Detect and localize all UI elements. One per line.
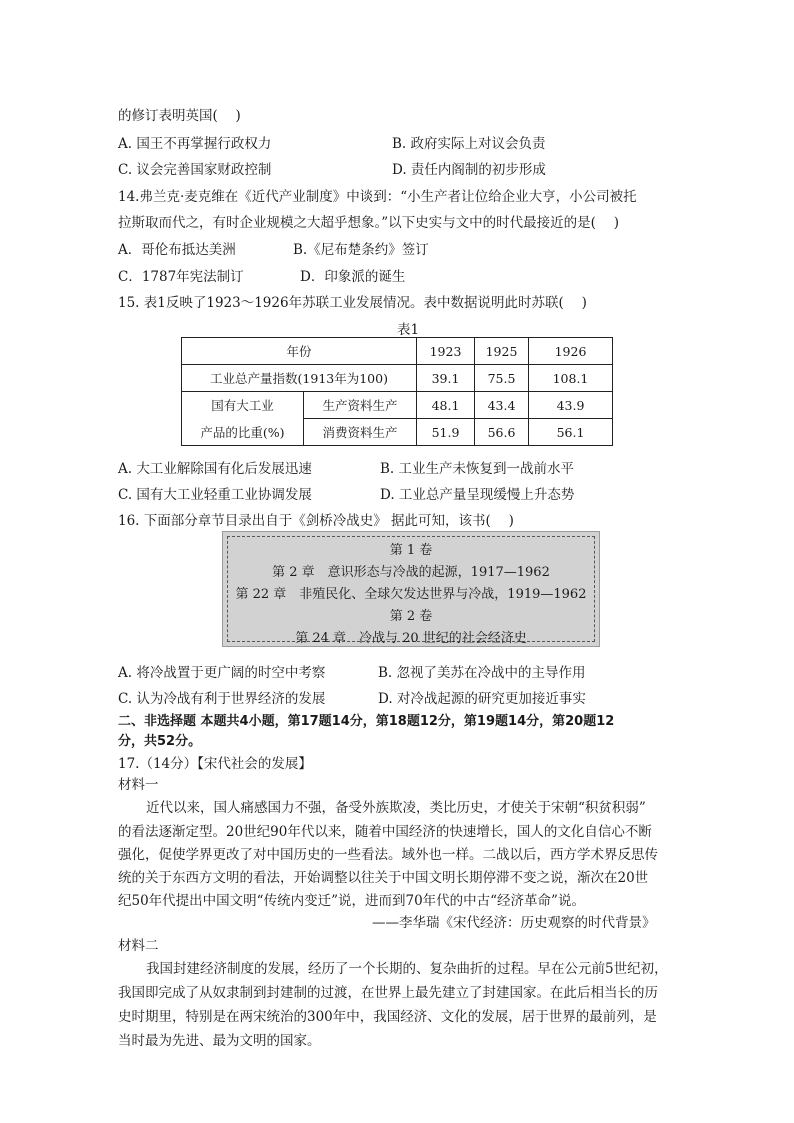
- q14-option-b: B.《尼布楚条约》签订: [293, 242, 429, 258]
- q15-option-b: B. 工业生产未恢复到一战前水平: [380, 461, 575, 477]
- table-row: [182, 419, 613, 446]
- material1-line: 统的关于东西方文明的看法，开始调整以往关于中国文明长期停滞不变之说，渐次在20世: [118, 870, 649, 886]
- table-row: [182, 392, 613, 419]
- material1-line: 的看法逐渐定型。20世纪90年代以来，随着中国经济的快速增长，国人的文化自信心不断: [118, 824, 652, 840]
- soviet-industry-table: [181, 337, 613, 446]
- section2-heading-line1: 二、非选择题 本题共4小题，第17题14分，第18题12分，第19题14分，第20题12: [118, 714, 615, 729]
- group-label-bottom: 产品的比重(%): [182, 419, 304, 446]
- toc-chapter-2: 第 2 章 意识形态与冷战的起源，1917—1962: [272, 565, 550, 580]
- table-cell: 75.5: [475, 365, 529, 392]
- q14-option-c: C．1787年宪法制订: [118, 269, 244, 285]
- material2-label: 材料二: [118, 938, 159, 954]
- q15-option-d: D. 工业总产量呈现缓慢上升态势: [380, 487, 575, 503]
- material2-line: 史时期里，特别是在两宋统治的300年中，我国经济、文化的发展，居于世界的最前列，是: [118, 1009, 657, 1025]
- q14-stem-line2: 拉斯取而代之，有时企业规模之大超乎想象。”以下史实与文中的时代最接近的是( ): [118, 215, 619, 231]
- q15-option-a: A. 大工业解除国有化后发展迅速: [118, 461, 312, 477]
- row-label: 消费资料生产: [304, 419, 417, 446]
- group-label-top: 国有大工业: [182, 392, 304, 419]
- q14-option-d: D．印象派的诞生: [300, 269, 406, 285]
- table-title: 表1: [397, 322, 420, 338]
- table-cell: 51.9: [417, 419, 475, 446]
- material1-label: 材料一: [118, 777, 159, 793]
- q14-option-a: A．哥伦布抵达美洲: [118, 242, 236, 258]
- table-cell: 56.6: [475, 419, 529, 446]
- table-cell: 48.1: [417, 392, 475, 419]
- q13-option-d: D. 责任内阁制的初步形成: [392, 162, 546, 178]
- q13-option-b: B. 政府实际上对议会负责: [392, 136, 546, 152]
- toc-chapter-22: 第 22 章 非殖民化、全球欠发达世界与冷战，1919—1962: [235, 587, 587, 602]
- q13-option-a: A. 国王不再掌握行政权力: [118, 136, 272, 152]
- q16-option-d: D. 对冷战起源的研究更加接近事实: [378, 691, 586, 707]
- q14-stem-line1: 14.弗兰克·麦克维在《近代产业制度》中谈到：“小生产者让位给企业大亨，小公司被托: [118, 189, 637, 205]
- q16-option-c: C. 认为冷战有利于世界经济的发展: [118, 691, 326, 707]
- section2-heading-line2: 分，共52分。: [118, 734, 202, 749]
- table-cell: 43.9: [529, 392, 613, 419]
- year-cell: 1926: [529, 338, 613, 365]
- cold-war-toc-box: [222, 531, 600, 647]
- q13-tail: 的修订表明英国( ): [118, 108, 241, 124]
- table-cell: 56.1: [529, 419, 613, 446]
- q17-title: 17.（14分）【宋代社会的发展】: [118, 756, 312, 772]
- q15-stem: 15. 表1反映了1923～1926年苏联工业发展情况。表中数据说明此时苏联( ): [118, 295, 587, 311]
- toc-volume-2: 第 2 卷: [389, 609, 433, 624]
- table-row: [182, 338, 613, 365]
- row-label: 工业总产量指数(1913年为100): [182, 365, 417, 392]
- toc-volume-1: 第 1 卷: [389, 543, 433, 558]
- material2-line: 我国封建经济制度的发展，经历了一个长期的、复杂曲折的过程。早在公元前5世纪初，: [146, 961, 668, 977]
- material2-line: 当时最为先进、最为文明的国家。: [118, 1033, 321, 1049]
- toc-dashed-frame: [227, 536, 595, 646]
- q16-stem: 16. 下面部分章节目录出自于《剑桥冷战史》 据此可知，该书( ): [118, 513, 514, 529]
- table-cell: 39.1: [417, 365, 475, 392]
- year-cell: 1925: [475, 338, 529, 365]
- material1-line: 近代以来，国人痛感国力不强，备受外族欺凌，类比历史，才使关于宋朝“积贫积弱”: [146, 800, 646, 816]
- table-cell: 43.4: [475, 392, 529, 419]
- toc-chapter-24: 第 24 章 冷战与 20 世纪的社会经济史: [295, 631, 527, 646]
- q15-option-c: C. 国有大工业轻重工业协调发展: [118, 487, 312, 503]
- q13-option-c: C. 议会完善国家财政控制: [118, 162, 272, 178]
- material1-source: ——李华瑞《宋代经济：历史观察的时代背景》: [372, 915, 656, 931]
- table-row: [182, 365, 613, 392]
- material1-line: 纪50年代提出中国文明“传统内变迁”说，进而到70年代的中古“经济革命”说。: [118, 893, 585, 909]
- q16-option-b: B. 忽视了美苏在冷战中的主导作用: [378, 665, 586, 681]
- year-cell: 1923: [417, 338, 475, 365]
- table-cell: 108.1: [529, 365, 613, 392]
- header-year-label: 年份: [182, 338, 417, 365]
- material2-line: 我国即完成了从奴隶制到封建制的过渡，在世界上最先建立了封建国家。在此后相当长的历: [118, 985, 658, 1001]
- row-label: 生产资料生产: [304, 392, 417, 419]
- q16-option-a: A. 将冷战置于更广阔的时空中考察: [118, 665, 326, 681]
- material1-line: 强化，促使学界更改了对中国历史的一些看法。域外也一样。二战以后，西方学术界反思传: [118, 847, 658, 863]
